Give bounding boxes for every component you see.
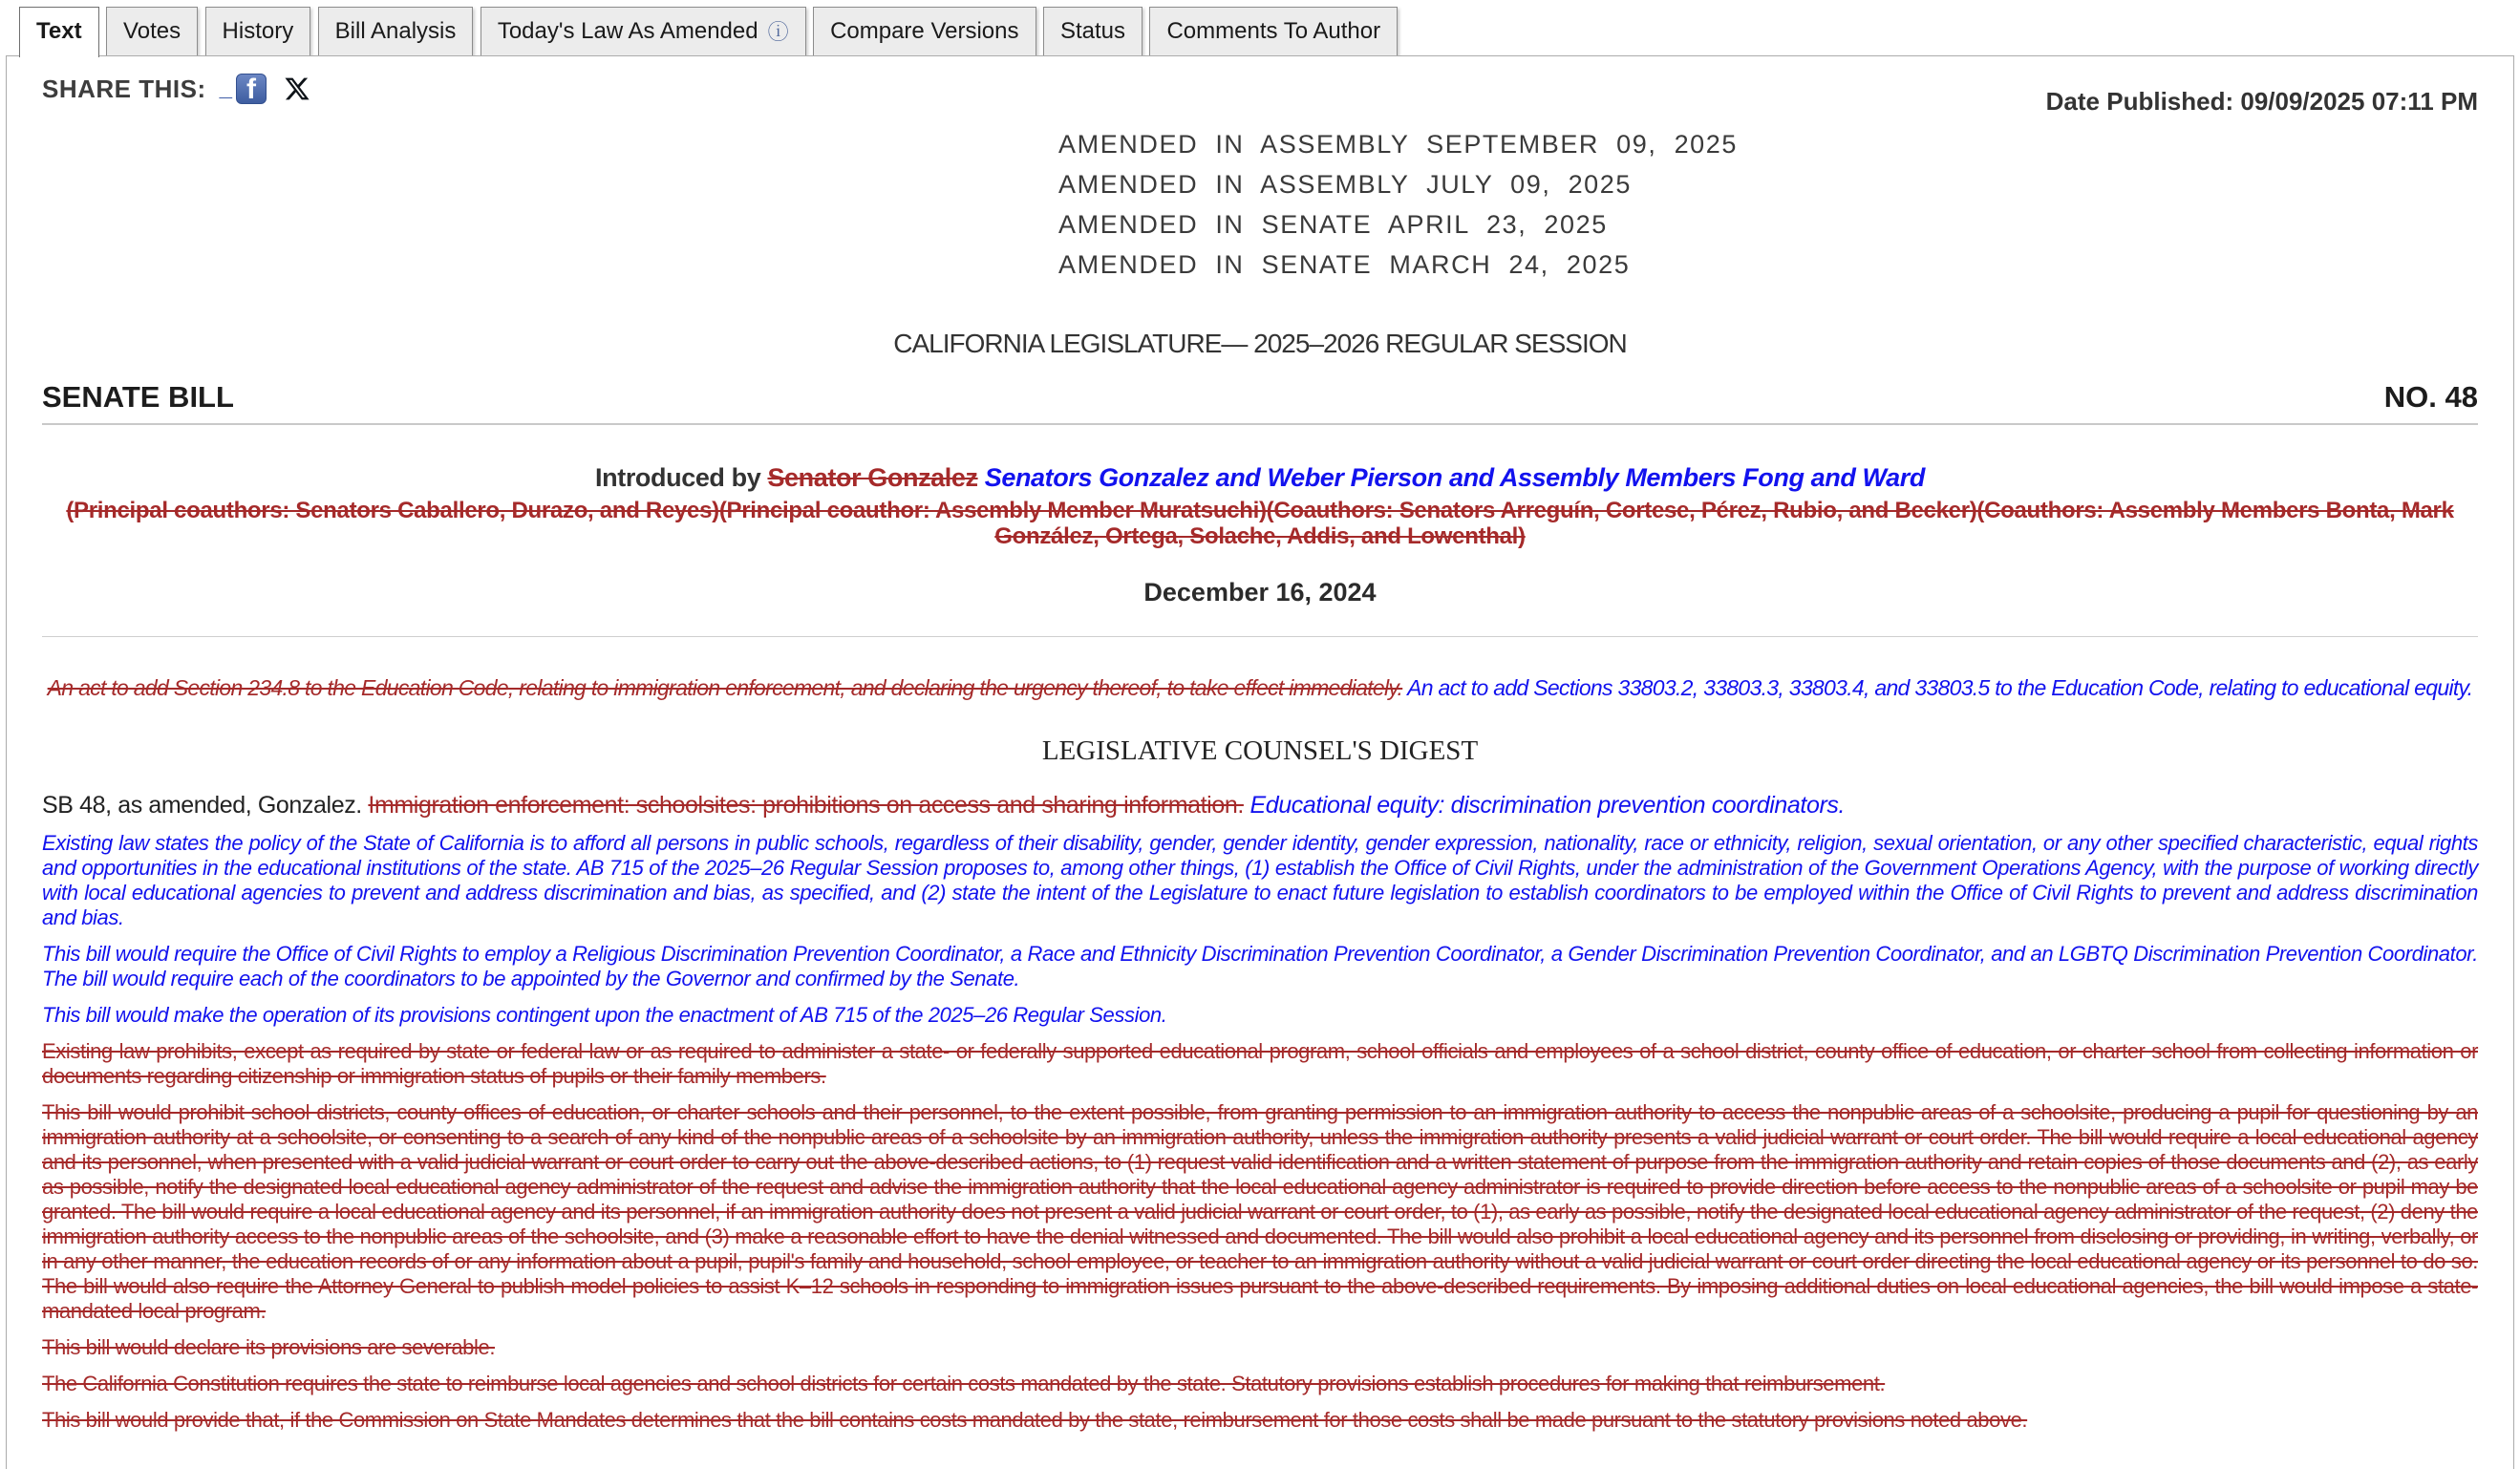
- tab-votes[interactable]: Votes: [106, 7, 198, 56]
- amendment-line-4: AMENDED IN SENATE MARCH 24, 2025: [1058, 250, 1631, 279]
- bill-content-panel: [6, 55, 2514, 1469]
- amendment-line-2: AMENDED IN ASSEMBLY JULY 09, 2025: [1058, 170, 1633, 199]
- introduced-by-line: [42, 463, 2478, 493]
- bill-number: NO. 48: [2383, 380, 2478, 414]
- top-row: [42, 74, 2478, 117]
- tab-todays-law-label: Today's Law As Amended: [497, 18, 758, 44]
- share-this-row: [42, 74, 310, 104]
- bill-type-label: SENATE BILL: [42, 380, 234, 414]
- digest-lead-struck-title: Immigration enforcement: schoolsites: prohibitions on access and sharing information.: [368, 792, 1244, 819]
- act-title-struck: An act to add Section 234.8 to the Education Code, relating to immigration enforcement, and declaring the urgency thereof, to take effect immediately.: [47, 675, 1403, 700]
- act-title-line: [42, 675, 2478, 701]
- date-published: Date Published: 09/09/2025 07:11 PM: [2045, 87, 2478, 116]
- digest-added-paragraph-2: This bill would require the Office of Civil Rights to employ a Religious Discrimination Prevention Coordinator, a Race and Ethnicity Discrimination Prevention Coordinator, a Gender Discrimination Prevention Coordinator, and an LGBTQ Discrimination Prevention Coordinator. The bill would require each of the coordinators to be appointed by the Governor and confirmed by the Senate.: [42, 942, 2478, 990]
- tab-status[interactable]: Status: [1043, 7, 1143, 56]
- share-link-artifact[interactable]: _: [219, 75, 232, 101]
- amendment-history: [1058, 124, 2478, 285]
- info-icon[interactable]: ⓘ: [767, 20, 789, 44]
- digest-removed-paragraph-1: Existing law prohibits, except as required by state or federal law or as required to administer a state- or federally supported educational program, school officials and employees of a school district, county office of education, or charter school from collecting information or documents regarding citizenship or immigration status of pupils or their family members.: [42, 1039, 2478, 1088]
- amendment-line-1: AMENDED IN ASSEMBLY SEPTEMBER 09, 2025: [1058, 130, 1739, 159]
- act-title-new: An act to add Sections 33803.2, 33803.3, 33803.4, and 33803.5 to the Education Code, relating to educational equity.: [1407, 675, 2473, 700]
- facebook-share-icon[interactable]: f: [236, 74, 267, 104]
- digest-removed-paragraph-4: The California Constitution requires the state to reimburse local agencies and school districts for certain costs mandated by the state. Statutory provisions establish procedures for making that reimbursement.: [42, 1372, 1886, 1395]
- share-this-label: SHARE THIS:: [42, 74, 206, 103]
- coauthors-struck-line: (Principal coauthors: Senators Caballero, Durazo, and Reyes)(Principal coauthor: Assembly Member Muratsuchi)(Coauthors: Senators Arreguín, Cortese, Pérez, Rubio, and Becker)(Coauthors: Assembly Members Bonta, Mark González, Ortega, Solache, Addis, and Lowenthal): [66, 498, 2454, 549]
- digest-lead-new-title: Educational equity: discrimination prevention coordinators.: [1249, 792, 1846, 819]
- tab-bar: [0, 0, 2520, 56]
- tab-comments-to-author[interactable]: Comments To Author: [1149, 7, 1398, 56]
- digest-removed-paragraph-5: This bill would provide that, if the Commission on State Mandates determines that the bill contains costs mandated by the state, reimbursement for those costs shall be made pursuant to the statutory provisions noted above.: [42, 1408, 2028, 1432]
- introduced-by-new-authors: Senators Gonzalez and Weber Pierson and Assembly Members Fong and Ward: [984, 463, 1925, 492]
- tab-todays-law-as-amended[interactable]: [481, 7, 806, 56]
- digest-lead-line: [42, 792, 2478, 820]
- tab-text[interactable]: Text: [19, 7, 99, 57]
- digest-added-paragraph-3: This bill would make the operation of its provisions contingent upon the enactment of AB 715 of the 2025–26 Regular Session.: [42, 1003, 1167, 1027]
- amendment-line-3: AMENDED IN SENATE APRIL 23, 2025: [1058, 210, 1608, 239]
- introduced-by-prefix: Introduced by: [595, 463, 761, 492]
- divider-rule: [42, 636, 2478, 637]
- digest-removed-paragraph-3: This bill would declare its provisions are severable.: [42, 1335, 496, 1359]
- tab-bill-analysis[interactable]: Bill Analysis: [318, 7, 474, 56]
- tab-history[interactable]: History: [205, 7, 311, 56]
- digest-heading: LEGISLATIVE COUNSEL'S DIGEST: [1041, 735, 1479, 766]
- x-share-icon[interactable]: [284, 75, 310, 102]
- introduction-date: December 16, 2024: [1143, 578, 1377, 607]
- tab-compare-versions[interactable]: Compare Versions: [813, 7, 1036, 56]
- legislature-session-line: CALIFORNIA LEGISLATURE— 2025–2026 REGULAR SESSION: [893, 329, 1627, 358]
- bill-heading-row: [42, 380, 2478, 425]
- introduced-by-struck-author: Senator Gonzalez: [767, 463, 978, 492]
- digest-lead-prefix: SB 48, as amended, Gonzalez.: [42, 792, 362, 819]
- digest-added-paragraph-1: Existing law states the policy of the State of California is to afford all persons in public schools, regardless of their disability, gender, gender identity, gender expression, nationality, race or ethnicity, religion, sexual orientation, or any other specified characteristic, equal rights and opportunities in the educational institutions of the state. AB 715 of the 2025–26 Regular Session proposes to, among other things, (1) establish the Office of Civil Rights, under the administration of the Government Operations Agency, with the purpose of working directly with local educational agencies to prevent and address discrimination and bias, as specified, and (2) state the intent of the Legislature to enact future legislation to establish coordinators to be employed within the Office of Civil Rights to prevent and address discrimination and bias.: [42, 831, 2478, 929]
- digest-removed-paragraph-2: This bill would prohibit school districts, county offices of education, or charter schools and their personnel, to the extent possible, from granting permission to an immigration authority to access the nonpublic areas of a schoolsite, producing a pupil for questioning by an immigration authority at a schoolsite, or consenting to a search of any kind of the nonpublic areas of a schoolsite by an immigration authority, unless the immigration authority presents a valid judicial warrant or court order. The bill would require a local educational agency and its personnel, when presented with a valid judicial warrant or court order to carry out the above-described actions, to (1) request valid identification and a written statement of purpose from the immigration authority and retain copies of those documents and (2), as early as possible, notify the designated local educational agency administrator of the request and advise the immigration authority that the local educational agency administrator is required to provide direction before access to the nonpublic areas of a schoolsite or pupil may be granted. The bill would require a local educational agency and its personnel, if an immigration authority does not present a valid judicial warrant or court order, to (1), as early as possible, notify the designated local educational agency administrator of the request, (2) deny the immigration authority access to the nonpublic areas of the schoolsite, and (3) make a reasonable effort to have the denial witnessed and documented. The bill would also prohibit a local educational agency and its personnel from disclosing or providing, in writing, verbally, or in any other manner, the education records of or any information about a pupil, pupil's family and household, school employee, or teacher to an immigration authority without a valid judicial warrant or court order directing the local educational agency or its personnel to do so. The bill would also require the Attorney General to publish model policies to assist K–12 schools in responding to immigration issues pursuant to the above-described requirements. By imposing additional duties on local educational agencies, the bill would impose a state-mandated local program.: [42, 1100, 2478, 1323]
